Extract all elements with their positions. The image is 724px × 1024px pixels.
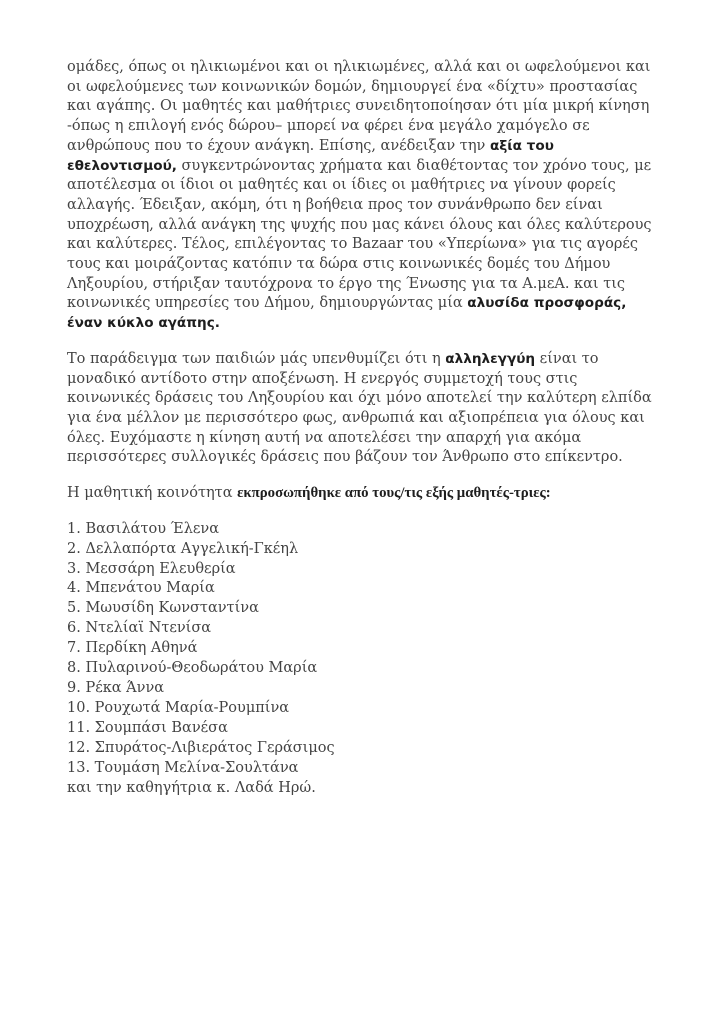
text-segment: είναι το μοναδικό αντίδοτο στην αποξένωση. Η ενεργός συμμετοχή τους στις κοινωνικές δράσεις του Ληξουρίου και όχι μόνο αποτελεί την καλύτερη ελπίδα για ένα μέλλον με περισσότερο φως, ανθρωπιά και αξιοπρέπεια για όλους και όλες. Ευχόμαστε η κίνηση αυτή να αποτελέσει την απαρχή για ακόμα περισσότερες συλλογικές δράσεις που βάζουν τον Άνθρωπο στο επίκεντρο. xyxy=(67,350,652,466)
text-segment: αξία του εθελοντισμού, xyxy=(67,137,554,174)
item-number: 10. xyxy=(67,699,91,716)
student-name: Σουμπάσι Βανέσα xyxy=(94,719,228,736)
student-list-item xyxy=(67,520,663,540)
item-number: 1. xyxy=(67,520,81,537)
paragraphs-container xyxy=(67,58,663,504)
student-list-item xyxy=(67,639,663,659)
student-list-item xyxy=(67,739,663,759)
student-name: Σπυράτος-Λιβιεράτος Γεράσιμος xyxy=(94,739,335,756)
text-segment: Η μαθητική κοινότητα xyxy=(67,485,238,502)
student-name: Ντελίαϊ Ντενίσα xyxy=(85,620,212,637)
item-number: 13. xyxy=(67,759,91,776)
text-segment: εκπροσωπήθηκε από τους/τις εξής μαθητές-τριες: xyxy=(237,485,551,502)
item-number: 12. xyxy=(67,739,91,756)
student-list-item xyxy=(67,699,663,719)
student-list-item xyxy=(67,599,663,619)
student-name: Βασιλάτου Έλενα xyxy=(85,520,219,537)
student-name: Περδίκη Αθηνά xyxy=(85,640,198,657)
list-closing-line: και την καθηγήτρια κ. Λαδά Ηρώ. xyxy=(67,779,316,796)
student-list-item xyxy=(67,719,663,739)
item-number: 7. xyxy=(67,640,81,657)
item-number: 6. xyxy=(67,620,81,637)
item-number: 9. xyxy=(67,680,81,697)
student-list-item xyxy=(67,619,663,639)
text-segment: συγκεντρώνοντας χρήματα και διαθέτοντας τον χρόνο τους, με αποτέλεσμα οι ίδιοι οι μαθητές και οι ίδιες οι μαθήτριες να γίνουν φορείς αλλαγής. Έδειξαν, ακόμη, ότι η βοήθεια προς τον συνάνθρωπο δεν είναι υποχρέωση, αλλά ανάγκη της ψυχής που μας κάνει όλους και όλες καλύτερους και καλύτερες. Τέλος, επιλέγοντας το Bazaar του «Υπερίωνα» για τις αγορές τους και μοιράζοντας κατόπιν τα δώρα στις κοινωνικές δομές του Δήμου Ληξουρίου, στήριξαν ταυτόχρονα το έργο της Ένωσης για τα Α.μεΑ. και τις κοινωνικές υπηρεσίες του Δήμου, δημιουργώντας μία xyxy=(67,157,652,312)
student-list xyxy=(67,520,663,799)
student-name: Ρουχωτά Μαρία-Ρουμπίνα xyxy=(94,699,290,716)
text-segment: Το παράδειγμα των παιδιών μάς υπενθυμίζει ότι η xyxy=(67,350,446,367)
student-list-item xyxy=(67,759,663,779)
student-list-item xyxy=(67,579,663,599)
paragraph-3-list-intro xyxy=(67,484,663,504)
student-name: Μπενάτου Μαρία xyxy=(85,580,215,597)
student-name: Τουμάση Μελίνα-Σουλτάνα xyxy=(94,759,299,776)
item-number: 3. xyxy=(67,560,81,577)
item-number: 5. xyxy=(67,600,81,617)
student-name: Δελλαπόρτα Αγγελική-Γκέηλ xyxy=(85,540,299,557)
student-list-item xyxy=(67,560,663,580)
student-name: Μεσσάρη Ελευθερία xyxy=(85,560,236,577)
student-name: Μωυσίδη Κωνσταντίνα xyxy=(85,600,259,617)
paragraph-2 xyxy=(67,350,663,468)
student-name: Ρέκα Άννα xyxy=(85,680,165,697)
text-segment: ομάδες, όπως οι ηλικιωμένοι και οι ηλικιωμένες, αλλά και οι ωφελούμενοι και οι ωφελούμενες των κοινωνικών δομών, δημιουργεί ένα «δίχτυ» προστασίας και αγάπης. Οι μαθητές και μαθήτριες συνειδητοποίησαν ότι μία μικρή κίνηση -όπως η επιλογή ενός δώρου– μπορεί να φέρει ένα μεγάλο χαμόγελο σε ανθρώπους που το έχουν ανάγκη. Επίσης, ανέδειξαν την xyxy=(67,59,651,154)
item-number: 11. xyxy=(67,719,91,736)
paragraph-1 xyxy=(67,58,663,334)
page-content xyxy=(67,58,663,798)
text-segment: αλληλεγγύη xyxy=(445,350,536,367)
item-number: 4. xyxy=(67,580,81,597)
student-list-item xyxy=(67,679,663,699)
student-list-item xyxy=(67,540,663,560)
item-number: 2. xyxy=(67,540,81,557)
item-number: 8. xyxy=(67,660,81,677)
student-list-item xyxy=(67,659,663,679)
student-name: Πυλαρινού-Θεοδωράτου Μαρία xyxy=(85,660,318,677)
text-segment: αλυσίδα προσφοράς, έναν κύκλο αγάπης. xyxy=(67,295,627,332)
